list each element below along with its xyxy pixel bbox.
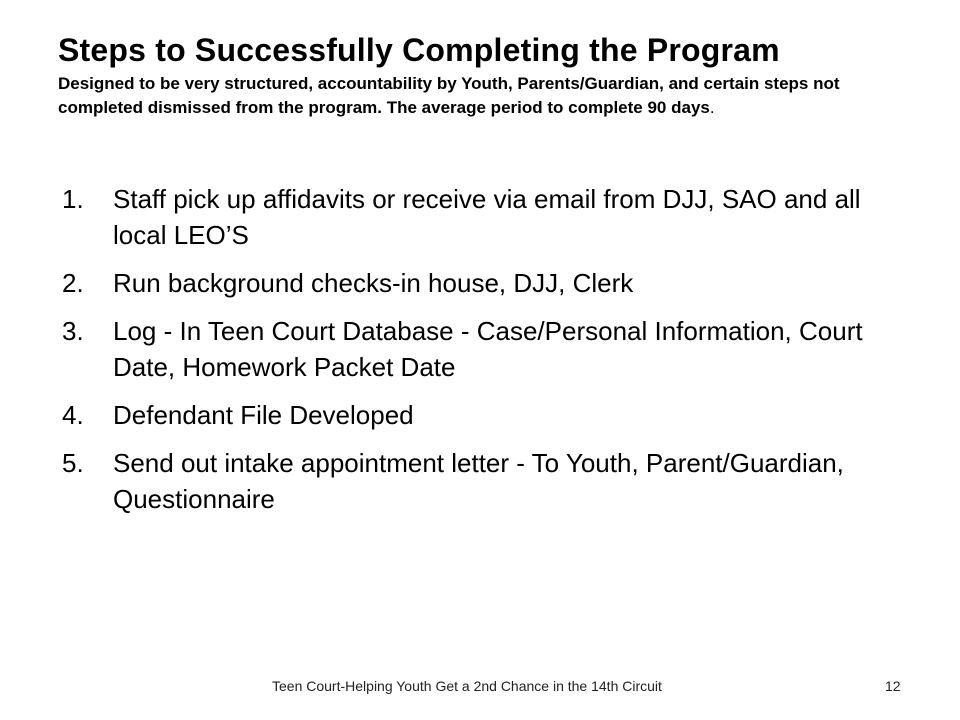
slide-footer (0, 676, 960, 698)
step-number: 4. (62, 400, 84, 430)
step-text: Log - In Teen Court Database - Case/Personal Information, Court Date, Homework Packet Date (113, 316, 863, 382)
slide-subtitle-period: . (709, 98, 715, 117)
slide-subtitle-text: Designed to be very structured, accountability by Youth, Parents/Guardian, and certain steps not completed dismissed from the program. The average period to complete 90 days (58, 74, 840, 117)
step-text: Send out intake appointment letter - To Youth, Parent/Guardian, Questionnaire (113, 448, 844, 514)
step-number: 1. (62, 184, 84, 214)
step-number: 5. (62, 448, 84, 478)
step-number: 3. (62, 316, 84, 346)
step-text: Run background checks-in house, DJJ, Clerk (113, 268, 634, 298)
step-item (62, 445, 882, 517)
step-number: 2. (62, 268, 84, 298)
slide-subtitle (58, 72, 898, 120)
slide-title: Steps to Successfully Completing the Program (58, 32, 780, 68)
step-item (62, 313, 882, 385)
steps-list (62, 181, 882, 529)
step-item (62, 181, 882, 253)
footer-text: Teen Court-Helping Youth Get a 2nd Chance in the 14th Circuit (272, 678, 662, 694)
step-item (62, 397, 882, 433)
step-text: Staff pick up affidavits or receive via email from DJJ, SAO and all local LEO’S (113, 184, 861, 250)
page-number: 12 (885, 678, 901, 694)
step-text: Defendant File Developed (113, 400, 414, 430)
step-item (62, 265, 882, 301)
